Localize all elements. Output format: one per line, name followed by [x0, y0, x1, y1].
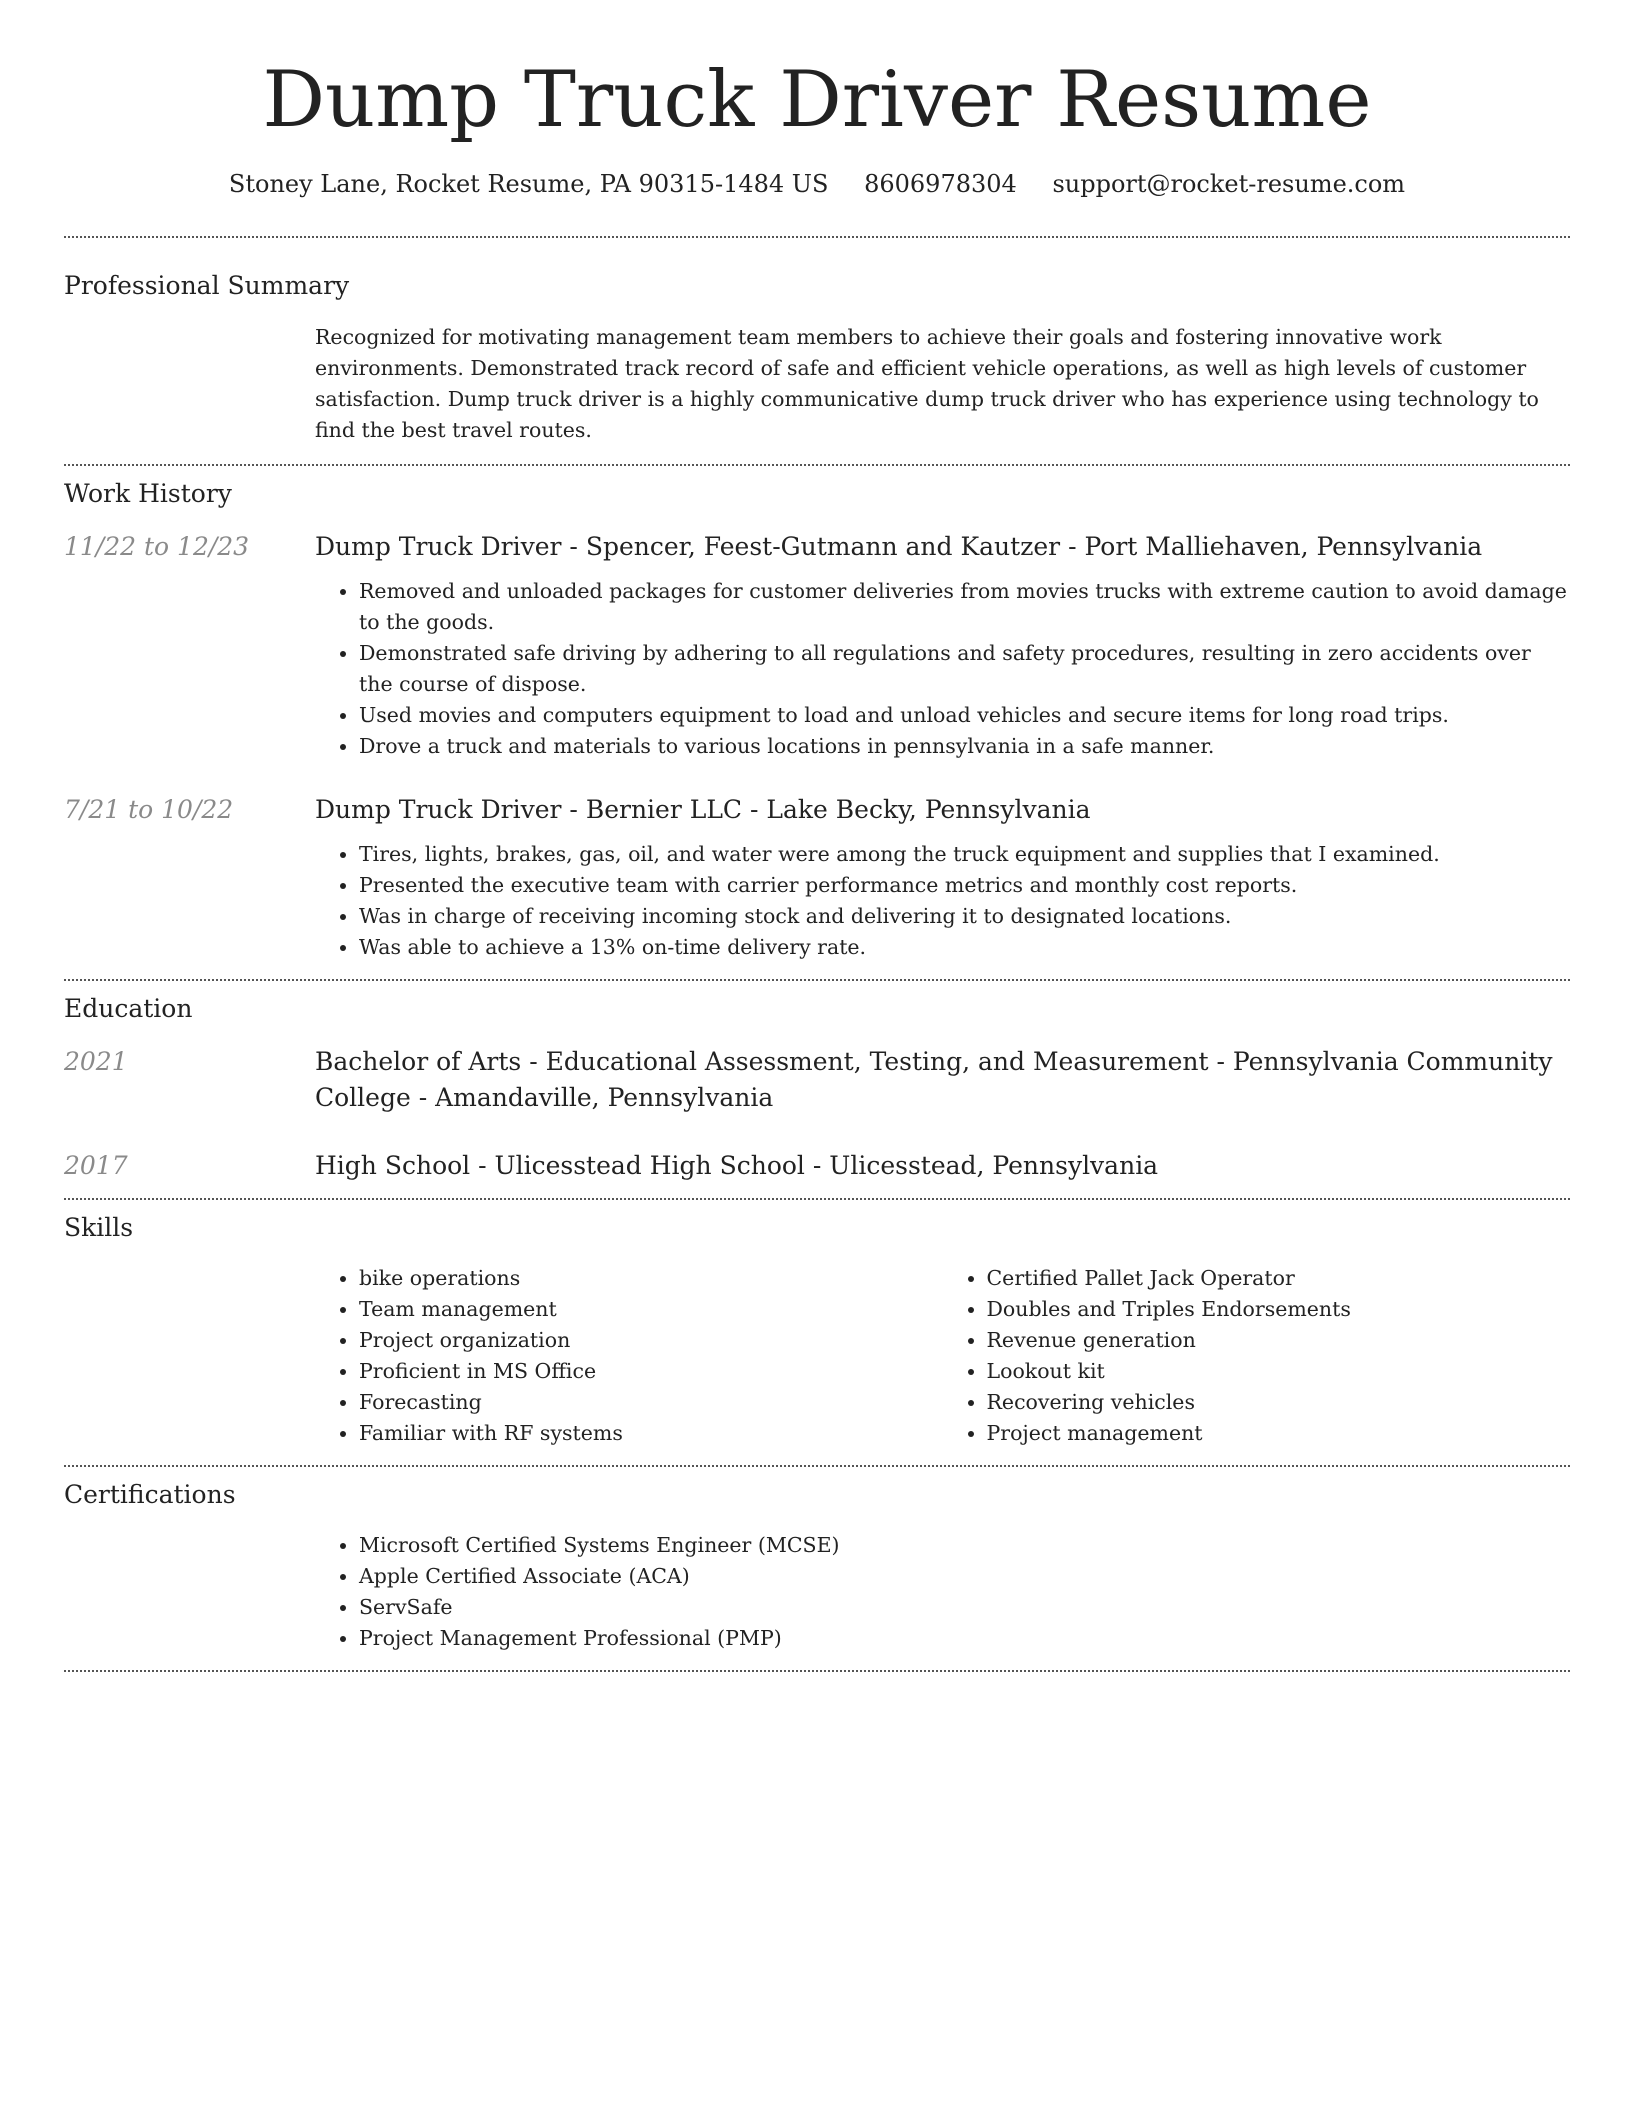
certifications-columns [315, 1530, 1570, 1654]
list-item: • Apple Certified Associate (ACA) [359, 1561, 840, 1592]
list-item: • Project organization [359, 1325, 943, 1356]
list-item: • Drove a truck and materials to various locations in pennsylvania in a safe manner. [359, 731, 1570, 762]
certifications-list [315, 1530, 840, 1654]
education-entry [64, 1148, 1570, 1184]
education-degree: Bachelor of Arts [315, 1046, 522, 1076]
education-entry [64, 1044, 1570, 1116]
education-heading-line [315, 1148, 1570, 1184]
skills-section [64, 1200, 1570, 1465]
education-school: - Ulicesstead High School - Ulicesstead, Pennsylvania [470, 1150, 1159, 1180]
list-item: • Tires, lights, brakes, gas, oil, and water were among the truck equipment and supplies that I examined. [359, 839, 1570, 870]
contact-phone: 8606978304 [864, 169, 1017, 198]
list-item: • Forecasting [359, 1387, 943, 1418]
job-bullets [315, 839, 1570, 963]
list-item: • Proficient in MS Office [359, 1356, 943, 1387]
list-item: • Demonstrated safe driving by adhering to all regulations and safety procedures, resulting in zero accidents over the course of dispose. [359, 638, 1570, 700]
list-item: • Project Management Professional (PMP) [359, 1623, 840, 1654]
job-heading [315, 792, 1570, 828]
list-item: • Doubles and Triples Endorsements [987, 1294, 1571, 1325]
skills-list-right [943, 1263, 1571, 1449]
list-item: • bike operations [359, 1263, 943, 1294]
job-employer: - Bernier LLC - Lake Becky, Pennsylvania [561, 794, 1091, 824]
list-item: • ServSafe [359, 1592, 840, 1623]
list-item: • Used movies and computers equipment to load and unload vehicles and secure items for long road trips. [359, 700, 1570, 731]
list-item: • Removed and unloaded packages for customer deliveries from movies trucks with extreme caution to avoid damage to the goods. [359, 576, 1570, 638]
job-dates: 7/21 to 10/22 [64, 794, 234, 824]
job-heading [315, 529, 1570, 565]
summary-heading: Professional Summary [64, 270, 350, 300]
education-year: 2021 [64, 1046, 128, 1076]
contact-line [64, 170, 1570, 198]
certifications-section [64, 1467, 1570, 1670]
list-item: • Familiar with RF systems [359, 1418, 943, 1449]
education-year: 2017 [64, 1150, 128, 1180]
summary-section [64, 238, 1570, 464]
list-item: • Was able to achieve a 13% on-time delivery rate. [359, 932, 1570, 963]
list-item: • Revenue generation [987, 1325, 1571, 1356]
job-role: Dump Truck Driver [315, 531, 562, 561]
section-divider [64, 1670, 1570, 1672]
contact-email: support@rocket-resume.com [1052, 169, 1406, 198]
list-item: • Certified Pallet Jack Operator [987, 1263, 1571, 1294]
skills-heading: Skills [64, 1212, 134, 1242]
education-section [64, 981, 1570, 1198]
list-item: • Was in charge of receiving incoming stock and delivering it to designated locations. [359, 901, 1570, 932]
certifications-heading: Certifications [64, 1479, 236, 1509]
list-item: • Project management [987, 1418, 1571, 1449]
job-bullets [315, 576, 1570, 762]
contact-address: Stoney Lane, Rocket Resume, PA 90315-1484 US [228, 169, 829, 198]
work-history-section [64, 466, 1570, 979]
job-employer: - Spencer, Feest-Gutmann and Kautzer - Port Malliehaven, Pennsylvania [561, 531, 1483, 561]
list-item: • Recovering vehicles [987, 1387, 1571, 1418]
list-item: • Microsoft Certified Systems Engineer (MCSE) [359, 1530, 840, 1561]
resume-title: Dump Truck Driver Resume [262, 55, 1372, 145]
list-item: • Team management [359, 1294, 943, 1325]
job-dates: 11/22 to 12/23 [64, 531, 250, 561]
job-entry [64, 529, 1570, 762]
list-item: • Lookout kit [987, 1356, 1571, 1387]
education-school: - Educational Assessment, Testing, and Measurement - Pennsylvania Community College - Amandaville, Pennsylvania [315, 1046, 1553, 1112]
education-heading-line [315, 1044, 1570, 1116]
skills-columns [315, 1263, 1570, 1449]
list-item: • Presented the executive team with carrier performance metrics and monthly cost reports. [359, 870, 1570, 901]
job-role: Dump Truck Driver [315, 794, 562, 824]
education-heading: Education [64, 993, 193, 1023]
job-entry [64, 792, 1570, 963]
skills-list-left [315, 1263, 943, 1449]
work-history-heading: Work History [64, 478, 232, 508]
education-degree: High School [315, 1150, 471, 1180]
summary-text: Recognized for motivating management team members to achieve their goals and fostering innovative work environments. Demonstrated track record of safe and efficient vehicle operations, as well as high levels of customer satisfaction. Dump truck driver is a highly communicative dump truck driver who has experience using technology to find the best travel routes. [315, 324, 1539, 442]
resume-page [64, 0, 1570, 1672]
